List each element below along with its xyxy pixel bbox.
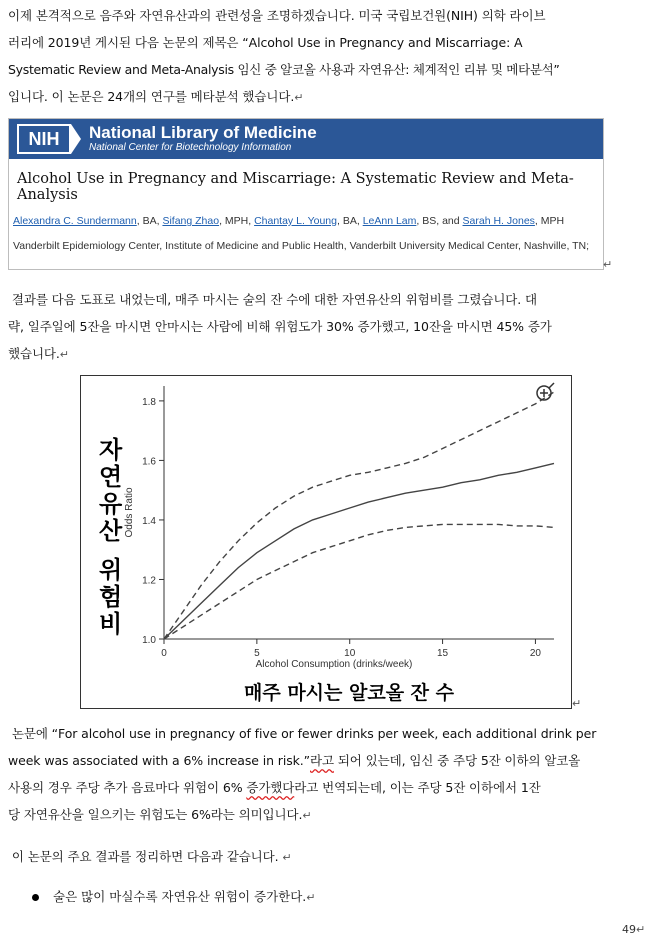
intro-line-2: 러리에 2019년 게시된 다음 논문의 제목은 “Alcohol Use in Pregnancy and Miscarriage: A — [8, 35, 523, 50]
affiliation: Vanderbilt Epidemiology Center, Institute of Medicine and Public Health, Vanderbilt University Medical Center, Nashville, TN; — [13, 240, 590, 252]
page-number: 49↵ — [622, 923, 646, 936]
quote-paragraph — [8, 720, 638, 829]
bullet-item — [32, 887, 316, 905]
quote-line-2a: week was associated with a 6% increase in risk.” — [8, 753, 310, 768]
overlay-left-char: 유 — [99, 490, 123, 518]
overlay-left-char: 험 — [99, 583, 123, 611]
paper-title: Alcohol Use in Pregnancy and Miscarriage: A Systematic Review and Meta-Analysis — [17, 171, 574, 203]
x-tick-label: 15 — [437, 648, 449, 659]
bullet-text: 술은 많이 마실수록 자연유산 위험이 증가한다. — [53, 889, 307, 904]
author-link[interactable]: Chantay L. Young — [254, 215, 337, 227]
magnifier-icon[interactable] — [537, 383, 554, 400]
x-axis-label: Alcohol Consumption (drinks/week) — [255, 659, 413, 670]
overlay-left-label — [99, 436, 123, 638]
nih-header-bar — [9, 119, 603, 159]
nih-logo-arrow-icon — [71, 124, 81, 154]
odds-ratio-chart — [80, 375, 572, 709]
author-degree: , BA, — [337, 215, 363, 227]
paragraph-mark: ↵ — [572, 697, 582, 710]
intro-paragraph — [8, 2, 638, 111]
overlay-left-char: 위 — [99, 556, 123, 584]
author-list — [13, 215, 603, 227]
odds-ratio-line — [164, 463, 554, 639]
result-paragraph — [8, 286, 638, 368]
quote-line-3a: 사용의 경우 주당 추가 음료마다 위험이 6% — [8, 780, 247, 795]
paragraph-mark: ↵ — [302, 809, 312, 822]
author-link[interactable]: LeAnn Lam — [362, 215, 417, 227]
nih-title-block — [89, 124, 317, 154]
quote-line-2b: 라고 — [310, 753, 334, 768]
confidence-band-line — [164, 392, 554, 639]
author-link[interactable]: Sarah H. Jones — [462, 215, 535, 227]
nih-citation-box — [8, 118, 604, 270]
nih-subtitle: National Center for Biotechnology Information — [89, 142, 292, 153]
overlay-left-char: 자 — [99, 436, 123, 464]
author-link[interactable]: Alexandra C. Sundermann — [13, 215, 137, 227]
paragraph-mark: ↵ — [306, 891, 316, 904]
author-degree: , BA, — [136, 215, 163, 227]
paragraph-mark: ↵ — [282, 851, 292, 864]
y-tick-label: 1.8 — [142, 396, 156, 408]
intro-line-1: 이제 본격적으로 음주와 자연유산과의 관련성을 조명하겠습니다. 미국 국립보건원(NIH) 의학 라이브 — [8, 8, 546, 23]
y-tick-label: 1.0 — [142, 635, 156, 646]
intro-line-4: 입니다. 이 논문은 24개의 연구를 메타분석 했습니다. — [8, 89, 295, 104]
overlay-left-char: 산 — [99, 517, 123, 545]
author-degree: , MPH — [534, 215, 565, 227]
summary-text: 이 논문의 주요 결과를 정리하면 다음과 같습니다. — [11, 849, 279, 864]
paragraph-mark: ↵ — [603, 258, 613, 271]
x-tick-label: 20 — [529, 648, 541, 659]
quote-line-1: 논문에 “For alcohol use in pregnancy of five or fewer drinks per week, each additional drink per — [11, 726, 597, 741]
y-tick-label: 1.6 — [142, 456, 156, 468]
nih-logo: NIH — [17, 124, 71, 154]
author-degree: , BS, and — [416, 215, 463, 227]
result-line-1: 결과를 다음 도표로 내었는데, 매주 마시는 술의 잔 수에 대한 자연유산의 위험비를 그렸습니다. 대 — [11, 292, 538, 307]
quote-line-2c: 되어 있는데, 임신 중 주당 5잔 이하의 알코올 — [333, 753, 581, 768]
chart-plot-area — [124, 386, 554, 670]
overlay-left-char: 비 — [99, 610, 123, 638]
paragraph-mark: ↵ — [294, 91, 304, 104]
result-line-2: 략, 일주일에 5잔을 마시면 안마시는 사람에 비해 위험도가 30% 증가했고, 10잔을 마시면 45% 증가 — [8, 319, 552, 334]
quote-line-3b: 증가했다 — [246, 780, 295, 795]
author-degree: , MPH, — [219, 215, 255, 227]
quote-line-3c: 라고 번역되는데, 이는 주당 5잔 이하에서 1잔 — [294, 780, 541, 795]
y-axis-label: Odds Ratio — [124, 487, 135, 538]
summary-paragraph — [8, 843, 638, 871]
author-link[interactable]: Sifang Zhao — [162, 215, 220, 227]
result-line-3: 했습니다. — [8, 346, 60, 361]
x-tick-label: 5 — [254, 648, 260, 659]
chart-svg — [81, 376, 571, 708]
nih-title: National Library of Medicine — [89, 123, 317, 142]
overlay-bottom-label: 매주 마시는 알코올 잔 수 — [244, 682, 454, 704]
intro-line-3: Systematic Review and Meta-Analysis 임신 중 알코올 사용과 자연유산: 체계적인 리뷰 및 메타분석” — [8, 62, 560, 77]
bullet-dot-icon — [32, 894, 39, 901]
confidence-band-line — [164, 524, 554, 639]
quote-line-4: 당 자연유산을 일으키는 위험도는 6%라는 의미입니다. — [8, 807, 303, 822]
x-tick-label: 10 — [344, 648, 356, 659]
y-tick-label: 1.2 — [142, 575, 156, 587]
y-tick-label: 1.4 — [142, 515, 156, 527]
x-tick-label: 0 — [161, 648, 167, 659]
paragraph-mark: ↵ — [59, 348, 69, 361]
overlay-left-char: 연 — [99, 463, 123, 491]
